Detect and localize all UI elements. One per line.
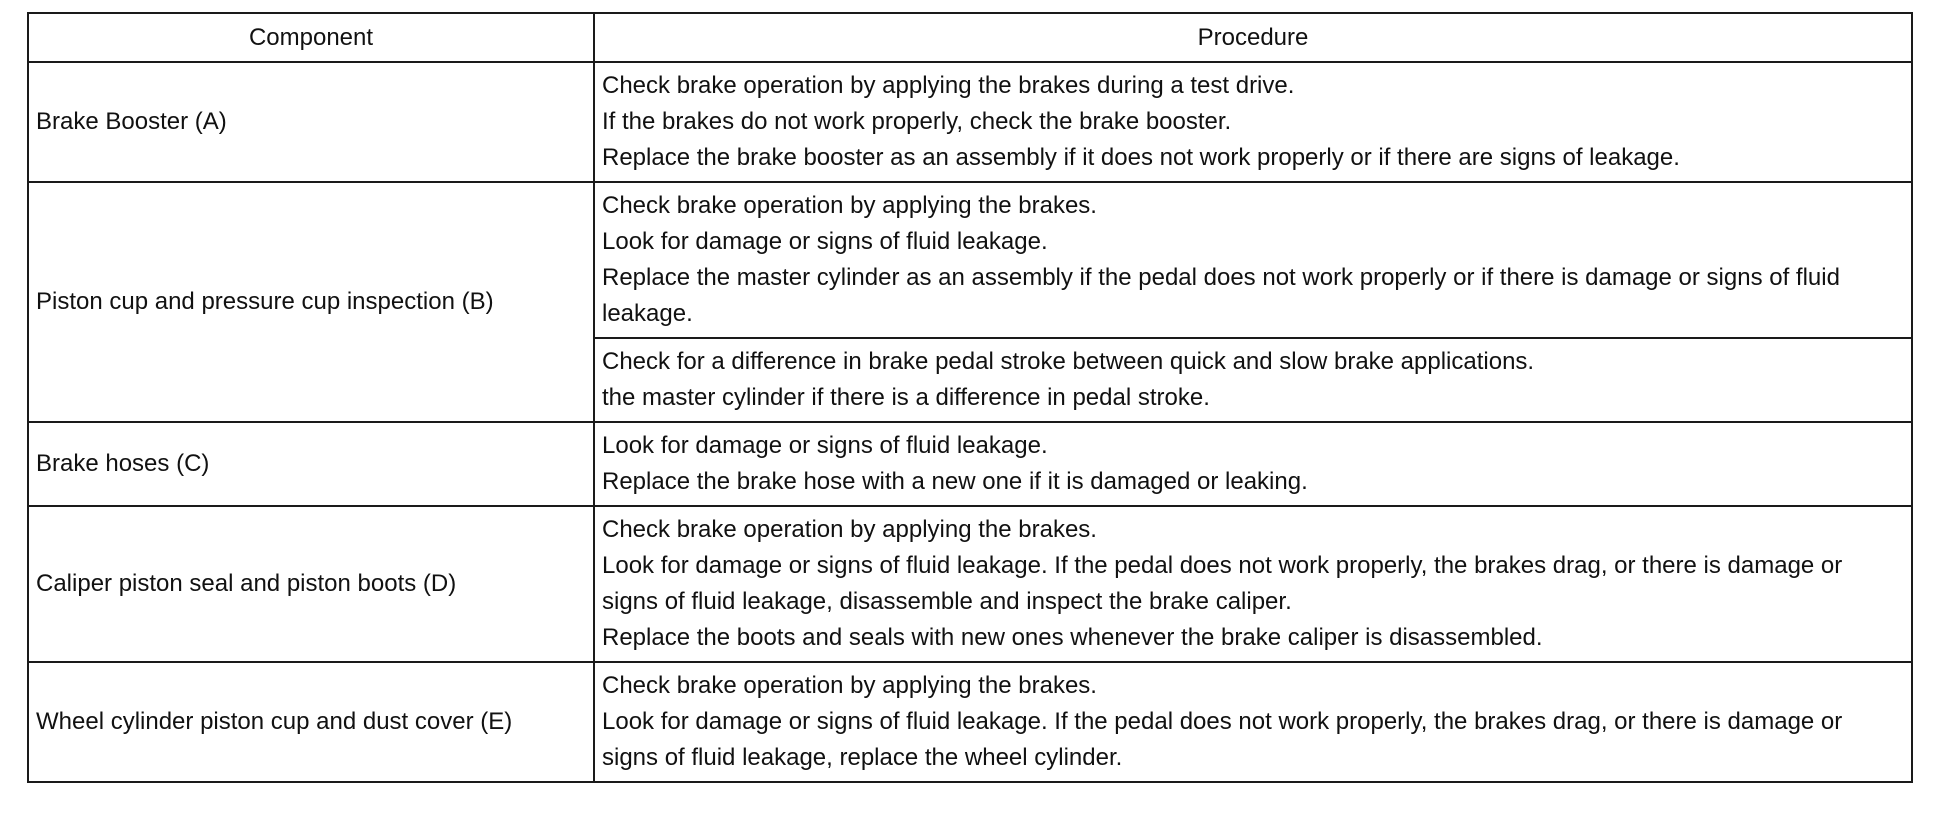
- procedure-line: Look for damage or signs of fluid leakage. If the pedal does not work properly, the brakes drag, or there is damage or signs of fluid leakage, disassemble and inspect the brake caliper.: [602, 552, 1843, 615]
- procedure-line: the master cylinder if there is a difference in pedal stroke.: [602, 384, 1210, 411]
- inspection-table: [27, 12, 1913, 783]
- table-row: [28, 662, 1912, 782]
- column-header-component: Component: [28, 13, 594, 62]
- procedure-line: Look for damage or signs of fluid leakage. If the pedal does not work properly, the brakes drag, or there is damage or signs of fluid leakage, replace the wheel cylinder.: [602, 708, 1843, 771]
- procedure-cell: [594, 182, 1912, 338]
- table-row: [28, 506, 1912, 662]
- procedure-cell: [594, 338, 1912, 422]
- table-row: [28, 182, 1912, 338]
- procedure-line: Check for a difference in brake pedal stroke between quick and slow brake applications.: [602, 348, 1535, 375]
- procedure-line: Look for damage or signs of fluid leakage.: [602, 228, 1048, 255]
- component-cell: Brake hoses (C): [28, 422, 594, 506]
- procedure-cell: [594, 62, 1912, 182]
- procedure-line: Check brake operation by applying the brakes.: [602, 192, 1097, 219]
- procedure-line: Look for damage or signs of fluid leakage.: [602, 432, 1048, 459]
- procedure-line: Check brake operation by applying the brakes.: [602, 672, 1097, 699]
- component-cell: Wheel cylinder piston cup and dust cover (E): [28, 662, 594, 782]
- procedure-line: Replace the master cylinder as an assembly if the pedal does not work properly or if there is damage or signs of fluid leakage.: [602, 264, 1840, 327]
- table-row: [28, 62, 1912, 182]
- procedure-cell: [594, 422, 1912, 506]
- procedure-cell: [594, 506, 1912, 662]
- component-cell: Caliper piston seal and piston boots (D): [28, 506, 594, 662]
- component-cell: Piston cup and pressure cup inspection (B): [28, 182, 594, 422]
- component-cell: Brake Booster (A): [28, 62, 594, 182]
- procedure-line: Check brake operation by applying the brakes during a test drive.: [602, 72, 1295, 99]
- table-row: [28, 422, 1912, 506]
- procedure-line: Replace the brake booster as an assembly if it does not work properly or if there are signs of leakage.: [602, 144, 1680, 171]
- procedure-line: Check brake operation by applying the brakes.: [602, 516, 1097, 543]
- inspection-table-container: [27, 12, 1911, 783]
- procedure-line: Replace the brake hose with a new one if it is damaged or leaking.: [602, 468, 1308, 495]
- procedure-line: If the brakes do not work properly, check the brake booster.: [602, 108, 1232, 135]
- table-header-row: [28, 13, 1912, 62]
- procedure-cell: [594, 662, 1912, 782]
- procedure-line: Replace the boots and seals with new ones whenever the brake caliper is disassembled.: [602, 624, 1543, 651]
- column-header-procedure: Procedure: [594, 13, 1912, 62]
